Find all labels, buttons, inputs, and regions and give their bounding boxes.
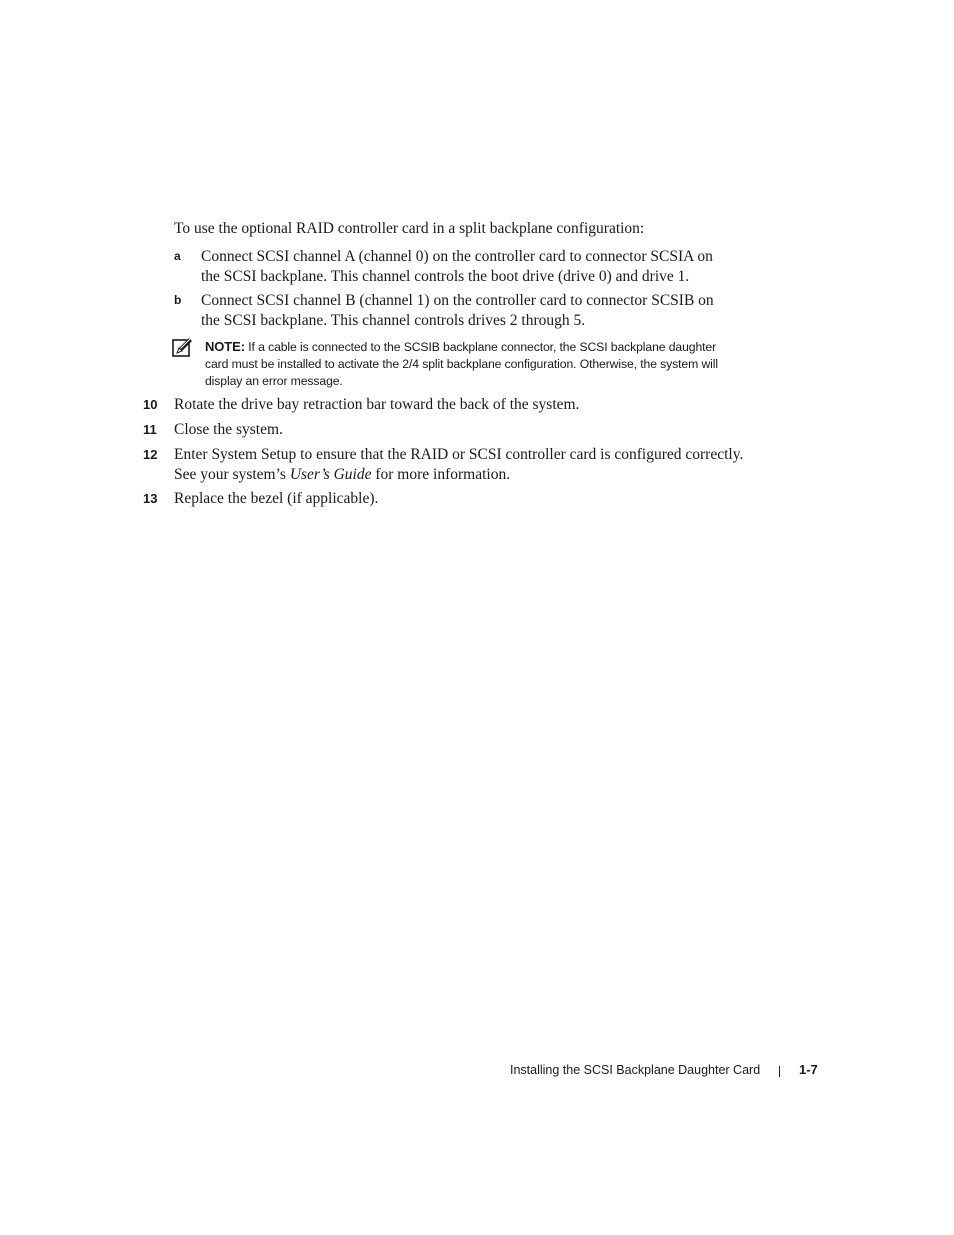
note-label: NOTE: (205, 339, 245, 354)
note-line-2: card must be installed to activate the 2/4 split backplane configuration. Otherwise, the system will (205, 357, 718, 371)
step-number-10: 10 (143, 397, 158, 412)
note-line-1 (205, 338, 765, 356)
substep-b-text (201, 291, 781, 330)
users-guide-title: User’s Guide (289, 465, 372, 483)
substep-marker-a: a (174, 249, 181, 263)
step-10-text: Rotate the drive bay retraction bar toward the back of the system. (174, 396, 580, 413)
intro-paragraph: To use the optional RAID controller card in a split backplane configuration: (174, 220, 645, 237)
note-line-1-text: If a cable is connected to the SCSIB backplane connector, the SCSI backplane daughter (248, 340, 717, 354)
footer-divider (779, 1066, 780, 1077)
step-13-text: Replace the bezel (if applicable). (174, 490, 379, 507)
footer-chapter-title: Installing the SCSI Backplane Daughter Card (510, 1063, 761, 1077)
substep-b-line-1: Connect SCSI channel B (channel 1) on the controller card to connector SCSIB on (201, 292, 714, 309)
substep-a-text (201, 247, 781, 286)
pencil-note-icon (172, 337, 194, 357)
step-12-line-2-suffix: for more information. (371, 465, 511, 483)
substep-b-line-2: the SCSI backplane. This channel controls drives 2 through 5. (201, 311, 586, 329)
step-12-text (174, 445, 774, 484)
footer-page-number: 1-7 (799, 1062, 818, 1077)
step-number-13: 13 (143, 491, 158, 506)
step-number-12: 12 (143, 447, 158, 462)
substep-marker-b: b (174, 293, 182, 307)
step-12-line-2 (174, 465, 774, 485)
step-number-11: 11 (143, 422, 157, 437)
step-12-line-1: Enter System Setup to ensure that the RAID or SCSI controller card is configured correctly. (174, 446, 744, 463)
substep-a-line-2: the SCSI backplane. This channel controls the boot drive (drive 0) and drive 1. (201, 267, 690, 285)
step-12-line-2-prefix: See your system’s (174, 465, 290, 483)
substep-a-line-1: Connect SCSI channel A (channel 0) on the controller card to connector SCSIA on (201, 248, 713, 265)
note-line-3: display an error message. (205, 374, 343, 388)
step-11-text: Close the system. (174, 421, 283, 438)
note-block (205, 338, 765, 390)
